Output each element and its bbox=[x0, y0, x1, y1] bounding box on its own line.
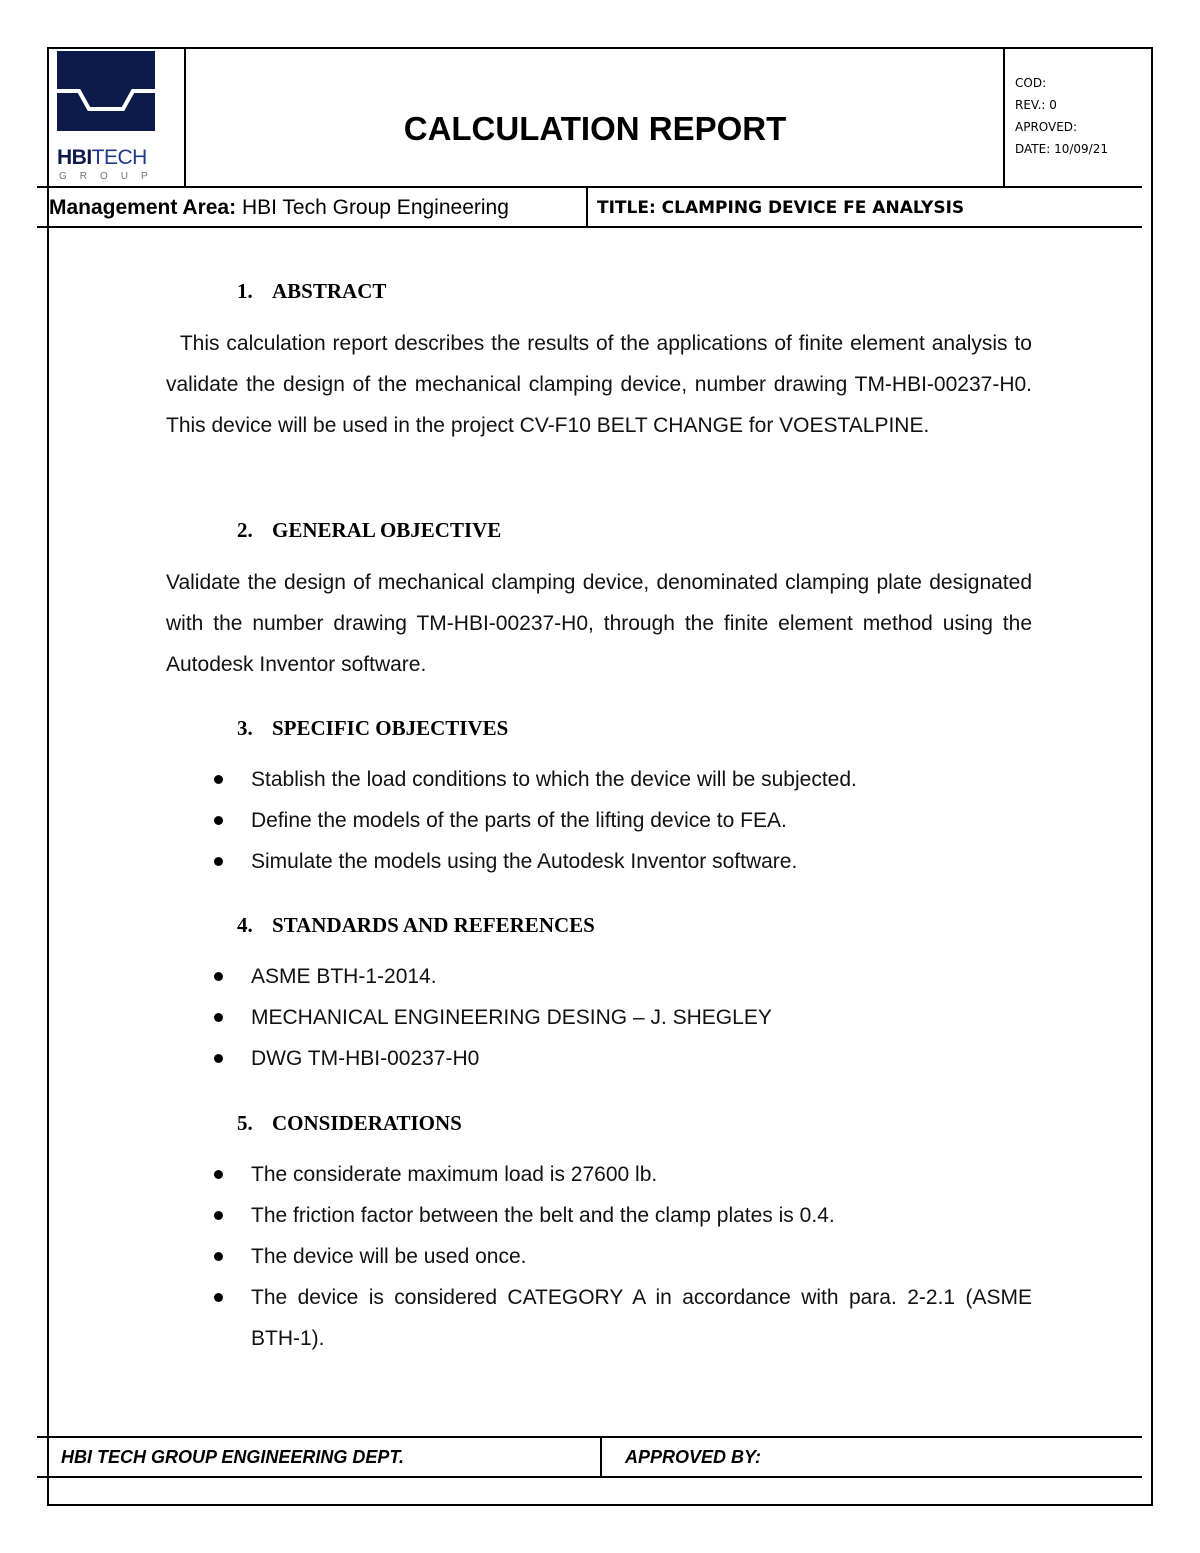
abstract-paragraph: This calculation report describes the results of the applications of finite element analysis to validate the design of the mechanical clamping device, number drawing TM-HBI-00237-H0. This device will be used in the project CV-F10 BELT CHANGE for VOESTALPINE. bbox=[166, 332, 1032, 437]
section-number: 4. bbox=[237, 913, 253, 937]
list-item-text: The device is considered CATEGORY A in accordance with para. 2-2.1 (ASME BTH-1). bbox=[251, 1286, 1032, 1350]
list-item-text: MECHANICAL ENGINEERING DESING – J. SHEGLEY bbox=[251, 1006, 772, 1029]
document-title: TITLE: CLAMPING DEVICE FE ANALYSIS bbox=[597, 198, 965, 218]
bullet-icon bbox=[214, 1252, 223, 1261]
list-item bbox=[212, 1277, 1032, 1359]
list-item bbox=[212, 956, 1032, 997]
list-item bbox=[212, 1236, 1032, 1277]
logo-group-text: GROUP bbox=[59, 171, 161, 182]
list-item-text: ASME BTH-1-2014. bbox=[251, 965, 437, 988]
list-item bbox=[212, 1195, 1032, 1236]
section-number: 5. bbox=[237, 1111, 253, 1135]
list-item bbox=[212, 1154, 1032, 1195]
management-area-value: HBI Tech Group Engineering bbox=[241, 196, 509, 219]
logo-brand-bold: HBI bbox=[57, 146, 92, 169]
section-title: SPECIFIC OBJECTIVES bbox=[272, 716, 509, 740]
section-number: 2. bbox=[237, 518, 253, 542]
section-number: 3. bbox=[237, 716, 253, 740]
considerations-list bbox=[212, 1154, 1032, 1359]
meta-rev: REV.: 0 bbox=[1015, 98, 1057, 112]
section-title: GENERAL OBJECTIVE bbox=[272, 518, 502, 542]
list-item-text: The device will be used once. bbox=[251, 1245, 527, 1268]
list-item-text: Define the models of the parts of the lifting device to FEA. bbox=[251, 809, 787, 832]
header-bottom-rule bbox=[37, 186, 1142, 188]
logo-wordmark bbox=[57, 146, 147, 170]
bullet-icon bbox=[214, 775, 223, 784]
section-title: ABSTRACT bbox=[272, 279, 387, 303]
logo-mark bbox=[57, 51, 155, 131]
list-item-text: Stablish the load conditions to which the device will be subjected. bbox=[251, 768, 857, 791]
bullet-icon bbox=[214, 1054, 223, 1063]
footer-department: HBI TECH GROUP ENGINEERING DEPT. bbox=[61, 1447, 405, 1467]
footer-approved-by: APPROVED BY: bbox=[625, 1447, 762, 1467]
section-heading bbox=[237, 913, 595, 938]
logo-clamp-icon bbox=[57, 51, 155, 131]
report-title: CALCULATION REPORT bbox=[403, 110, 787, 147]
bullet-icon bbox=[214, 857, 223, 866]
info-row-bottom-rule bbox=[37, 226, 1142, 228]
bullet-icon bbox=[214, 1211, 223, 1220]
company-logo bbox=[57, 51, 161, 183]
list-item bbox=[212, 800, 1032, 841]
list-item-text: Simulate the models using the Autodesk Inventor software. bbox=[251, 850, 798, 873]
section-heading bbox=[237, 279, 386, 304]
document-meta bbox=[1015, 72, 1108, 160]
list-item-text: The considerate maximum load is 27600 lb. bbox=[251, 1163, 658, 1186]
footer-divider bbox=[600, 1437, 602, 1477]
management-area bbox=[49, 196, 509, 220]
bullet-icon bbox=[214, 1013, 223, 1022]
list-item bbox=[212, 841, 1032, 882]
bullet-icon bbox=[214, 1293, 223, 1302]
footer-bottom-rule bbox=[37, 1476, 1142, 1478]
general-objective-paragraph: Validate the design of mechanical clamping device, denominated clamping plate designated with the number drawing TM-HBI-00237-H0, through the finite element method using the Autodesk Inventor software. bbox=[166, 571, 1032, 676]
list-item-text: The friction factor between the belt and the clamp plates is 0.4. bbox=[251, 1204, 835, 1227]
meta-date: DATE: 10/09/21 bbox=[1015, 142, 1108, 156]
section-heading bbox=[237, 716, 508, 741]
list-item bbox=[212, 1038, 1032, 1079]
bullet-icon bbox=[214, 816, 223, 825]
list-item bbox=[212, 759, 1032, 800]
management-area-label: Management Area: bbox=[49, 196, 237, 219]
section-heading bbox=[237, 518, 501, 543]
meta-approved: APROVED: bbox=[1015, 120, 1078, 134]
list-item bbox=[212, 997, 1032, 1038]
footer-top-rule bbox=[37, 1436, 1142, 1438]
standards-list bbox=[212, 956, 1032, 1079]
info-row-divider bbox=[586, 187, 588, 227]
specific-objectives-list bbox=[212, 759, 1032, 882]
section-heading bbox=[237, 1111, 462, 1136]
logo-brand-light: TECH bbox=[91, 146, 147, 169]
meta-cod: COD: bbox=[1015, 76, 1047, 90]
bullet-icon bbox=[214, 1170, 223, 1179]
section-title: STANDARDS AND REFERENCES bbox=[272, 913, 595, 937]
bullet-icon bbox=[214, 972, 223, 981]
section-title: CONSIDERATIONS bbox=[272, 1111, 462, 1135]
list-item-text: DWG TM-HBI-00237-H0 bbox=[251, 1047, 480, 1070]
section-number: 1. bbox=[237, 279, 253, 303]
